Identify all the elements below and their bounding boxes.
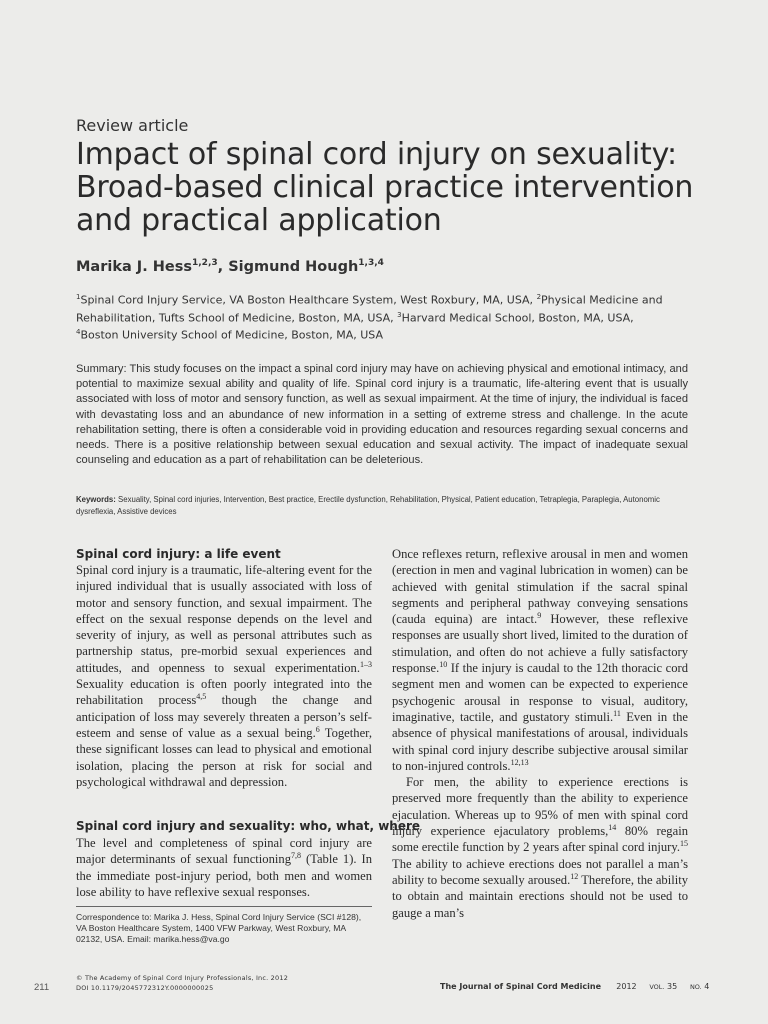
section-heading: Spinal cord injury: a life event bbox=[76, 547, 281, 561]
affiliations bbox=[76, 290, 696, 343]
body-text: Even in the absence of physical manifestations of arousal, individuals with spinal cord injury describe subjective arousal similar to non-injured controls. bbox=[392, 709, 688, 773]
body-text: Spinal cord injury is a traumatic, life-altering event for the injured individual that is usually associated with loss of motor and sensory function, and sexual impairment. The effect on the sexual response depends on the level and severity of injury, as well as personal attributes such as partnership status, pre-morbid sexual experiences and attitudes, and openness to sexual experimentation. bbox=[76, 563, 372, 675]
body-text: Together, these significant losses can lead to physical and emotional isolation, placing the person at risk for social and psychological withdrawal and depression. bbox=[76, 725, 372, 789]
keywords-text: Sexuality, Spinal cord injuries, Intervention, Best practice, Erectile dysfunction, Rehabilitation, Physical, Patient education, Tetraplegia, Paraplegia, Autonomic dysreflexia, Assistive devices bbox=[76, 495, 660, 516]
author-list bbox=[76, 258, 384, 275]
keywords-label: Keywords: bbox=[76, 495, 116, 504]
journal-footer bbox=[440, 982, 709, 991]
issue-label: NO. bbox=[689, 983, 702, 991]
body-text: though the change and anticipation of loss may severely threaten a person’s self-esteem and sense of value as a sexual being. bbox=[76, 693, 373, 740]
issue-number: 4 bbox=[704, 982, 710, 991]
journal-year: 2012 bbox=[616, 982, 637, 991]
summary bbox=[76, 362, 688, 468]
body-text: If the injury is caudal to the 12th thoracic cord segment men and women can be expected to experience psychogenic arousal in response to visual, auditory, imaginative, tactile, and gustatory stimuli. bbox=[392, 661, 688, 724]
author-name: Marika J. Hess bbox=[76, 258, 192, 275]
body-text: However, these reflexive responses are usually short lived, limited to the duration of stimulation, and often do not achieve a fully satisfactory response. bbox=[392, 612, 689, 676]
affiliation-text: Spinal Cord Injury Service, VA Boston Healthcare System, West Roxbury, MA, USA, bbox=[80, 293, 537, 307]
body-text: The level and completeness of spinal cord injury are major determinants of sexual functioning bbox=[76, 836, 372, 867]
body-paragraph bbox=[392, 774, 688, 921]
citation-ref: 6 bbox=[315, 724, 320, 734]
author-affiliation-ref: 1,3,4 bbox=[358, 258, 384, 268]
body-text: 80% regain some erectile function by 2 years after spinal cord injury. bbox=[392, 824, 688, 855]
article-title: Impact of spinal cord injury on sexuality: Broad-based clinical practice intervention and practical application bbox=[76, 137, 694, 238]
section-heading: Spinal cord injury and sexuality: who, what, where bbox=[76, 819, 421, 833]
footer-copyright bbox=[76, 974, 288, 993]
right-column bbox=[392, 546, 688, 921]
citation-ref: 4,5 bbox=[196, 692, 207, 702]
body-text: For men, the ability to experience erections is preserved more frequently than the ability to experience ejaculation. Whereas up to 95% of men with spinal cord injury experience ejaculatory problems, bbox=[392, 775, 688, 839]
affiliation-text: Physical Medicine and Rehabilitation, Tufts School of Medicine, Boston, MA, USA, bbox=[76, 293, 663, 325]
author-name: Sigmund Hough bbox=[228, 258, 359, 275]
author-affiliation-ref: 1,2,3 bbox=[192, 258, 218, 268]
summary-label: Summary: bbox=[76, 363, 127, 375]
citation-ref: 14 bbox=[608, 822, 617, 832]
affiliation-text: Boston University School of Medicine, Boston, MA, USA bbox=[80, 328, 384, 342]
author-separator: , bbox=[217, 258, 229, 275]
body-text: Once reflexes return, reflexive arousal in men and women (erection in men and vaginal lubrication in women) can be achieved with genital stimulation if the sacral spinal segments and peripheral pathway conveying sensations (cauda equina) are intact. bbox=[392, 547, 688, 627]
citation-ref: 12 bbox=[570, 871, 579, 881]
footnote-rule bbox=[76, 906, 372, 907]
correspondence-note: Correspondence to: Marika J. Hess, Spinal Cord Injury Service (SCI #128), VA Boston Healthcare System, 1400 VFW Parkway, West Roxbury, MA 02132, USA. Email: marika.hess@va.go bbox=[76, 912, 362, 945]
article-type: Review article bbox=[76, 116, 189, 135]
body-paragraph bbox=[392, 546, 688, 774]
citation-ref: 15 bbox=[680, 839, 688, 849]
body-text: Sexuality education is often poorly integrated into the rehabilitation process bbox=[76, 677, 372, 708]
citation-ref: 1–3 bbox=[360, 659, 372, 669]
copyright-line: © The Academy of Spinal Cord Injury Professionals, Inc. 2012 bbox=[76, 974, 289, 982]
body-text: Therefore, the ability to obtain and maintain erections should not be used to gauge a man’s bbox=[392, 872, 688, 920]
doi-line: DOI 10.1179/2045772312Y.0000000025 bbox=[76, 983, 214, 992]
body-text: (Table 1). In the immediate post-injury period, both men and women lose ability to have reflexive sexual responses. bbox=[76, 852, 372, 899]
body-text: The ability to achieve erections does not parallel a man’s ability to become sexually aroused. bbox=[392, 856, 688, 887]
page-number: 211 bbox=[34, 982, 50, 993]
citation-ref: 11 bbox=[613, 708, 621, 718]
body-paragraph bbox=[76, 562, 372, 790]
citation-ref: 7,8 bbox=[291, 851, 301, 861]
volume-label: VOL. bbox=[649, 983, 665, 991]
affiliation-number: 2 bbox=[536, 293, 542, 301]
affiliation-number: 3 bbox=[397, 310, 402, 319]
affiliation-text: Harvard Medical School, Boston, MA, USA, bbox=[401, 311, 634, 325]
citation-ref: 10 bbox=[439, 659, 448, 669]
body-paragraph bbox=[76, 835, 372, 900]
affiliation-number: 4 bbox=[76, 328, 81, 337]
keywords bbox=[76, 494, 688, 518]
affiliation-number: 1 bbox=[76, 293, 81, 301]
citation-ref: 12,13 bbox=[510, 757, 529, 767]
volume-number: 35 bbox=[667, 982, 678, 991]
journal-name: The Journal of Spinal Cord Medicine bbox=[440, 982, 601, 991]
citation-ref: 9 bbox=[537, 611, 542, 620]
summary-text: This study focuses on the impact a spinal cord injury may have on achieving physical and emotional intimacy, and potential to maximize sexual ability and quality of life. Spinal cord injury is a traumatic, life-altering event that is usually associated with loss of motor and sensory function, as well as sexual impairment. At the time of injury, the individual is faced with devastating loss and an abundance of new information in a setting of extreme stress and challenge. In the acute rehabilitation setting, there is often a considerable void in providing education and resources regarding sexual concerns and needs. There is a positive relationship between sexual education and sexual activity. The impact of inadequate sexual counseling and education as a part of rehabilitation can be deleterious. bbox=[76, 363, 688, 467]
